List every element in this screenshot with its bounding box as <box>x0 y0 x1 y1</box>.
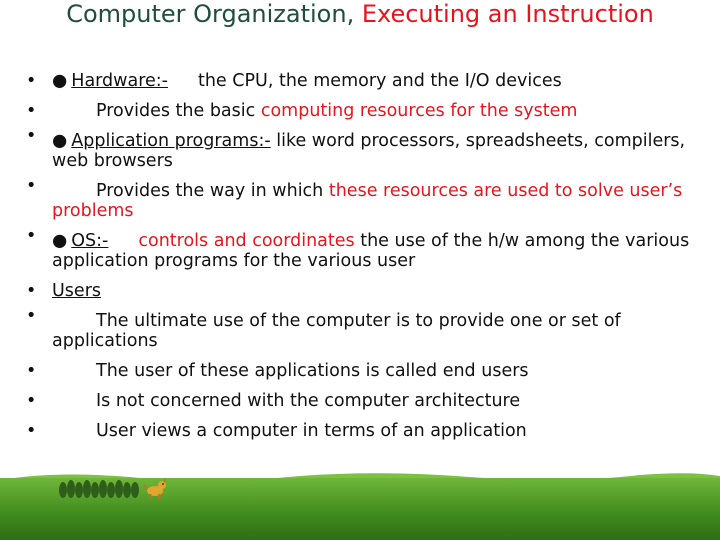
bullet-hardware-detail <box>26 96 706 126</box>
bullet-users-architecture <box>26 386 706 416</box>
bullet-users-ultimate <box>26 306 706 356</box>
users-label: Users <box>52 281 102 301</box>
title-part-executing: Executing an Instruction <box>361 0 654 28</box>
application-programs-label: Application programs:- <box>71 131 271 151</box>
bullet-users-view <box>26 416 706 446</box>
os-red: controls and coordinates <box>138 231 355 251</box>
users-view-text: User views a computer in terms of an application <box>96 421 527 441</box>
hardware-label: Hardware:- <box>71 71 168 91</box>
slide-title <box>0 0 720 30</box>
hardware-detail-red: computing resources for the system <box>260 101 578 121</box>
application-detail-red: these resources are used to solve user’s problems <box>52 181 683 221</box>
users-end-users-text: The user of these applications is called end users <box>96 361 529 381</box>
bullet-list <box>26 66 706 446</box>
hardware-detail-text: Provides the basic <box>96 101 256 121</box>
bullet-users <box>26 276 706 306</box>
filled-dot-icon: ● <box>52 131 68 151</box>
users-architecture-text: Is not concerned with the computer architecture <box>96 391 521 411</box>
bullet-application-detail <box>26 176 706 226</box>
application-programs-text: like word processors, spreadsheets, compilers, web browsers <box>52 131 686 171</box>
bullet-os <box>26 226 706 276</box>
bullet-users-end-users <box>26 356 706 386</box>
tree-row-icon <box>58 480 140 500</box>
title-part-organization: Computer Organization, <box>66 0 355 28</box>
hardware-text: the CPU, the memory and the I/O devices <box>197 71 562 91</box>
os-text: the use of the h/w among the various application programs for the various user <box>52 231 690 271</box>
bullet-hardware <box>26 66 706 96</box>
filled-dot-icon: ● <box>52 231 68 251</box>
application-detail-text: Provides the way in which <box>96 181 324 201</box>
bullet-application-programs <box>26 126 706 176</box>
filled-dot-icon: ● <box>52 71 68 91</box>
dog-icon <box>144 476 168 500</box>
os-label: OS:- <box>71 231 109 251</box>
users-ultimate-text: The ultimate use of the computer is to provide one or set of applications <box>52 311 621 351</box>
